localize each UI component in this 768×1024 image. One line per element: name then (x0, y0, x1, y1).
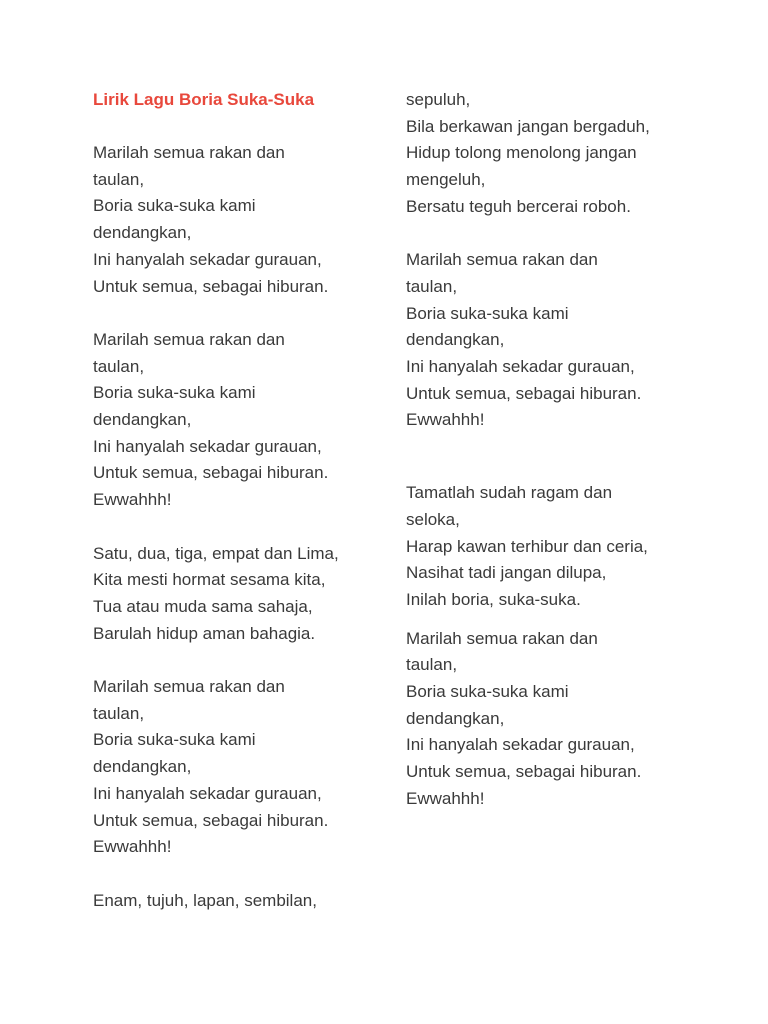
lyric-line: taulan, (93, 703, 145, 723)
stanza (93, 888, 393, 915)
lyric-line: Ewwahhh! (406, 410, 485, 430)
lyric-line: Barulah hidup aman bahagia. (93, 623, 316, 643)
lyric-line: taulan, (93, 356, 145, 376)
lyric-line: Marilah semua rakan dan (406, 250, 598, 270)
lyric-line: dendangkan, (93, 757, 192, 777)
right-column (406, 87, 706, 813)
stanza (406, 480, 706, 614)
lyric-line: Boria suka-suka kami (406, 303, 569, 323)
lyric-line: Boria suka-suka kami (406, 682, 569, 702)
lyric-line: dendangkan, (406, 708, 505, 728)
lyric-line: taulan, (406, 276, 458, 296)
lyric-line: Untuk semua, sebagai hiburan. (406, 762, 642, 782)
lyric-line: Nasihat tadi jangan dilupa, (406, 563, 607, 583)
lyric-line: Boria suka-suka kami (93, 383, 256, 403)
lyric-line: Boria suka-suka kami (93, 730, 256, 750)
lyric-line: Ini hanyalah sekadar gurauan, (406, 357, 635, 377)
lyric-line: Bila berkawan jangan bergaduh, (406, 116, 650, 136)
lyric-line: Untuk semua, sebagai hiburan. (406, 383, 642, 403)
lyric-line: Untuk semua, sebagai hiburan. (93, 463, 329, 483)
lyric-line: Marilah semua rakan dan (93, 329, 285, 349)
lyric-line: Boria suka-suka kami (93, 196, 256, 216)
lyric-line: dendangkan, (93, 410, 192, 430)
left-column (93, 140, 393, 914)
lyric-line: sepuluh, (406, 90, 471, 109)
lyric-line: mengeluh, (406, 170, 486, 190)
stanza (93, 327, 393, 514)
lyric-line: dendangkan, (93, 223, 192, 243)
stanza (93, 674, 393, 861)
lyric-line: Marilah semua rakan dan (93, 677, 285, 697)
lyric-line: Satu, dua, tiga, empat dan Lima, (93, 543, 339, 563)
lyric-line: Untuk semua, sebagai hiburan. (93, 276, 329, 296)
lyric-line: Ini hanyalah sekadar gurauan, (406, 735, 635, 755)
lyric-line: Inilah boria, suka-suka. (406, 589, 581, 609)
lyric-line: Harap kawan terhibur dan ceria, (406, 536, 648, 556)
lyric-line: Marilah semua rakan dan (406, 628, 598, 648)
lyric-line: seloka, (406, 509, 460, 529)
lyric-line: Untuk semua, sebagai hiburan. (93, 810, 329, 830)
stanza (406, 87, 706, 221)
lyric-line: Ewwahhh! (93, 490, 172, 510)
lyric-line: Tamatlah sudah ragam dan (406, 483, 613, 503)
stanza (93, 541, 393, 648)
stanza (406, 626, 706, 813)
lyric-line: Ewwahhh! (406, 788, 485, 808)
page-title: Lirik Lagu Boria Suka-Suka (93, 90, 315, 109)
lyric-line: Ini hanyalah sekadar gurauan, (93, 249, 322, 269)
lyric-line: Marilah semua rakan dan (93, 143, 285, 162)
lyric-line: Tua atau muda sama sahaja, (93, 596, 313, 616)
lyric-line: Enam, tujuh, lapan, sembilan, (93, 890, 317, 910)
lyric-line: dendangkan, (406, 330, 505, 350)
lyric-line: Ewwahhh! (93, 837, 172, 857)
lyric-line: taulan, (93, 169, 145, 189)
lyric-line: Hidup tolong menolong jangan (406, 143, 637, 163)
stanza (406, 247, 706, 434)
lyric-line: Ini hanyalah sekadar gurauan, (93, 436, 322, 456)
lyric-line: Bersatu teguh bercerai roboh. (406, 196, 631, 216)
lyric-line: taulan, (406, 655, 458, 675)
stanza (93, 140, 393, 300)
lyric-line: Ini hanyalah sekadar gurauan, (93, 783, 322, 803)
lyric-line: Kita mesti hormat sesama kita, (93, 570, 326, 590)
